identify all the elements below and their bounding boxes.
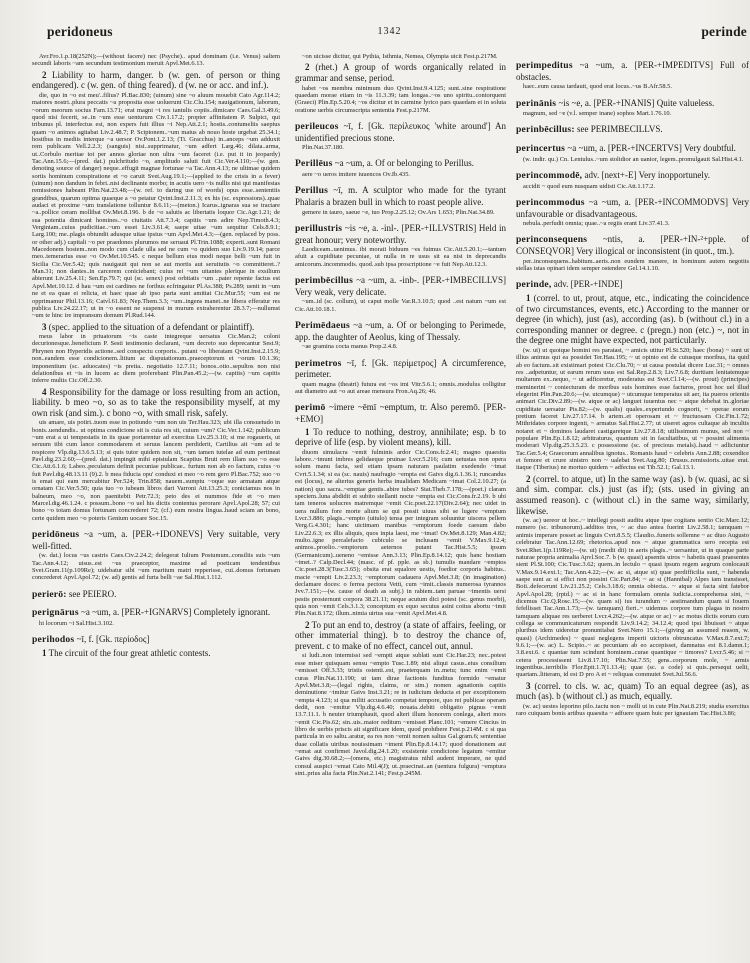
quotation-text: haec..eum causa tardauit, quod erat locus..~us B.Afr.58.5. bbox=[523, 83, 672, 91]
sense-number: 2 bbox=[42, 69, 47, 80]
sense-paragraph bbox=[295, 427, 506, 448]
quotation-text: ~um..id (sc. collum), ut caput molle Var.R.3.10.5; quod ..est natum ~um est Cic.Att.10.18.1. bbox=[295, 298, 506, 313]
sense-number: 4 bbox=[42, 386, 47, 397]
sense-text: (correl. to cls. w. ac, quam) To an equal degree (as), as much (as). b (without cl.) as much, equally. bbox=[516, 680, 749, 702]
entry-headword: perinconsequens bbox=[516, 234, 588, 246]
quotation-block bbox=[32, 53, 280, 68]
page-number: 1342 bbox=[377, 26, 402, 37]
quotation-block bbox=[516, 156, 749, 163]
sense-text: (spec. applied to the situation of a defendant or plaintiff). bbox=[48, 321, 255, 332]
quotation-text: (w. dat.) locus ~us castris Caes.Civ.2.24.2; delegerat Iulium Postumum..consiliis suis ~um Tac.Ann.4.12; uisus..est ~us praeceptor, maxime ad poeticam tendentibus Svet.Gram.11(p.109Re); uidebatur sibi ~um maritum matri repperisse, cui..domus fortunam concrederet Apvl.Apol.72; (w. ad) gentis ad furta belli ~ae Sal.Hist.1.112. bbox=[32, 552, 280, 582]
entry-details: ~a ~um, a. -inb-. [PER-+IMBECILLVS] Very weak, very delicate. bbox=[295, 275, 506, 297]
sense-text: (correl. to atque, ut) In the same way (as). b (w. quasi, ac si and sim. compar. cls.) just (as if); (sts. used in giving an assumed reason). c (without cl.) in the same way, similarly, likewise. bbox=[516, 473, 749, 516]
quotation-block bbox=[295, 449, 506, 618]
quotation-text: accidit ~ quod eum nusquam uidisti Cic.Att.1.17.2. bbox=[523, 182, 655, 190]
entry-headword: perinānis bbox=[516, 97, 557, 109]
entry-details: ~is ~e, a. [PER-+INANIS] Quite valueless. bbox=[558, 97, 715, 108]
quotation-block bbox=[295, 209, 506, 216]
entry-paragraph bbox=[295, 320, 506, 342]
entry-headword: perimpeditus bbox=[516, 60, 573, 71]
sense-number: 1 bbox=[305, 426, 310, 437]
quotation-block bbox=[516, 347, 749, 472]
quotation-block bbox=[516, 517, 749, 679]
running-head-left-word: peridoneus bbox=[47, 24, 113, 39]
entry-paragraph bbox=[295, 158, 506, 170]
quotation-block bbox=[295, 144, 506, 151]
entry-details: ~a ~um, a. [PER-+IMPEDITVS] Full of obstacles. bbox=[516, 60, 749, 82]
quotation-block bbox=[32, 552, 280, 581]
column-right bbox=[516, 53, 749, 955]
sense-paragraph bbox=[295, 62, 506, 83]
quotation-text: magnum, sed ~e (v.l. semper inane) sophos Mart.1.76.10. bbox=[523, 110, 672, 118]
quotation-text: die, quo in ~o est meu'..filius? Pl.Bac.830; (uinum) sine ~o aluum mouebit Cato Agr.114.2; maiores nostri..plura peccatis ~a proposita esse uoluerunt Cic.Clu.154; nauigationum, laborum, ~orum meorum socius Fam.13.71; erat magni ~i res tantulis copiis..dimicare Caes.Gal.3.49.6; quod nisi fecerit, se..in ~um esse uenturum Civ.1.17.2; propter affinitatem P. Sulpici, qui tribunus pl. interfectus est, non expers fuit illius ~i Nep.Att.2.1; hostis..contumeliis saepius quam ~o animos agitabat Liv.2.48.7; P. Scipionem..~um maius ab nouo hoste urgebat 25.34.1; hostibus in mediis interque ~a uersor Ov.Pont.1.2.13; (Ti. Gracchus) in..anceps ~um adduxit rem publicam Vell.2.2.3; (sanguis) nisi..supprimatur, ~um adfert Larg.46; dilata..arma, ut..Corbulo meritae tot per annos gloriae non ultra ~um faceret (i.e. put it in jeopardy) Tac.Ann.15.6;—(pred. dat.) pulchritudo ~o, amplitudo saluti fuit Cic.Ver.4.110;—(w. gen. denoting source of danger) neque..effugit magnae fortunae ~a Tac.Ann.4.13; ne ultimae quidem sortis hominum conspiratione et ~o caruit Svet.Aug.19.1;—(applied to the crisis in a fever) (uinum) non dandum in febri..nisi declinante morbo; in acutis uero ~is nullis nisi qui manifestas remissiones habeant Plin.Nat.23.48;—(w. ref. to daring use of words) opus esse..sententiis grandibus, quarum optima quaeque a ~o petatur Qvint.Inst.2.11.3; ex his (sc. expressions)..quae audaci et proxime ~um translatione tolluntur 8.6.11;—(meton.) Icarus..ignaras sua se tractare ~a..pollice ceram mollibat Ov.Met.8.196. b de ~o salutis ac libertatis loquor Cic.Agr.1.21; de sua potentia dimicant homines..~o ciuitatis Att.7.3.4; capitis ~um adire Nep.Timoth.4.3; Verginiam..cuius pudicitiae..~um esset Liv.3.61.4; saepe uitae ~um sequitur Cels.8.9.1; Larg.100; me..plagis obtundit adusque uitae ipsius ~um Apvl.Met.4.3;—(gen. replaced by poss. or other adj.) capitali ~o per praedones plurumos me seruaui Pl.Trin.1088; experti..sunt Romani Macedonem hostem..non modo cum clade ulla sed ne cum ~o quidem suo Liv.9.19.14; parce meo..temerarius esse ~o Ov.Met.10.545. c neque bellum eius modi neque belli ~um fuit in Sicilia Cic.Ver.5.42; quis nauigauit qui non se aut mortis aut seruitutis ~o committeret..? Man.31; non dantes..in carcerem coniciebant; cuius rei ~um uitantes plerique in exsilium abierunt Liv.25.4.11; Sen.Ep.79.7; qui (sc. senex) post orbitatis ~um ..pater repente factus est Apvl.Met.10.12. d hau ~um est cardines ne foribus ecfringatur Pl.As.388; Ps.289; uenit in ~um ne et ea quae ei relicta, et haec quae ab ipso parta sunt amittat Cic.Mur.55; ~um est ne opprimamur Phil.13.16; Catvl.61.83; Nep.Them.3.3; ~um..ingens manet..ne libera efferatur res publica Liv.24.22.17; ut in ~o essent ne suspensi in murum extraherentur 28.3.7;—nullumst ~um te hinc ire impransum domum Pl.Rud.144. bbox=[32, 91, 280, 320]
entry-paragraph bbox=[516, 197, 749, 219]
quotation-text: (w. ac) uereor ut hoc..~ intellegi possit auditu atque ipse cogitans sentio Cic.Marc.12; numero (sc. tribunorum)..additos tres, ~ ac duo antea fuerint Liv.2.58.1; tamquam ~ animis imperare posset ac linguis Cvrt.8.5.5; Claudio..funeris sollemne ~ ac diuo Augusto celebratur Tac.Ann.12.69; rhetorica..apud nos ~ atque grammatica sero recepta est Svet.Rhet.1(p.119Re);—(w. ut) (medii dii) in aeris plagis..~ uersantur, ut in quaque parte naturae propria animalia Apvl.Soc.7. b (w. quasi) apsentis uiros ~ habetis quasi praesentes sient Pl.St.100; Cic.Tusc.3.62; quem..in lectulo ~ quasi ipsum regem aegrum conlocauit V.Max.9.14.ext.1; Tac.Ann.4.22;—(w. ac si, atque si) quae perdifficilia sunt, ~ habenda saepe sunt ac si effici non possint Cic.Part.84; ~ ac si (Hannibal) Alpes iam transisset, Boii..defecerunt Liv.21.25.2; Cels.3.18.6; omnia obiecta.. ~ atque si facta sint fatebor Apvl.Apol.28; (rptd.) ~ ac si in hanc formulam omnia iudicia..comprehensa sint, ~ dicemus Cic.Q.Rosc.15;—(w. quam si) ius iurandum ~ aestimandum quam si Iouem fefellisset Tac.Ann.1.73;—(w. tamquam) fieri..~ uidemus corpore tum plagas in nostro tamquam aliquae res uerberet Lvcr.4.262;—(w. atque or ac) ~ ac motus dictis eorum cum collega se communicaturum respondit Liv.9.14.2; 34.12.4; quod ipsi libuisset ~ atque pluribus idem uideretur pronuntiabat Svet.Nero 15.1;—(giving an assumed reason, w. quasi) (Archimedes) ~ quasi neglegens imperii uictoris obtruncatus V.Max.8.7.ext.7; 9.6.1;—(w. ac) L. Scipio..~ ac pecuniam ab eo accepisset, damnatus est 8.1.damn.1; 3.8.ext.6. c quantae tum scindunt hominem..curae quantique ~ timores? Lvcr.5.46; si ~ cetera processissent Liv.8.17.10; Plin.Nat.7.55; gens..corporum mole, ~ armis ingentibus..terribilis Flor.Epit.1.7(1.13.4); quae (sc. a code) si quis..persequi uelit, quartam..litteram, id est D pro A et ~ reliquas commutet Svet.Jul.56.6. bbox=[516, 517, 749, 679]
quotation-block bbox=[295, 298, 506, 313]
entry-headword: perimetros bbox=[295, 357, 342, 369]
sense-number: 1 bbox=[526, 292, 531, 303]
entry-details: ~a ~um, a. [PER-+INCOMMODVS] Very unfavourable or disadvantageous. bbox=[516, 196, 749, 219]
quotation-text: si ludi..non intermissi sed ~empti atque sublati sunt Cic.Har.23; nec..potest esse miser quisquam sensu ~empto Tusc.1.89; nisi aliqui casus..eius consilium ~emisset Off.3.33; tristis ostenti..est, praeterquam in..metu; tunc enim ~emit curas Plin.Nat.11.190; ut tam dirae factionis funditus formido ~ematur Apvl.Met.3.8;—(legal rights, claims, or sim.) nomen agnationis capitis deminutione ~imitur Gaivs Inst.3.21; re in iudicium deducta et per exceptionem ~empta 4.123; si qua militi accusatio competat tempore, quo rei publicae operam dedit, non ~emitur Vlp.dig.4.6.40; nouata..debiti obligatio pignus ~emit 13.7.11.1. b neuter triumphauit, quod alteri illum honorem conlega, alteri mors ~emit Cic.Pis.62; sin..uis..maior reditum ~emisset Planc.101; ~emere Cincius in libro de uerbis priscis ait significare idem, quod prohibere Fest.p.214M. c si qua particula in eo saltu..aratur, ea res non ~emit nomen saltus Gal.gram.6; sententiae duae collatis uiribus nouissimam ~iment Plin.Ep.8.14.17; quod donationem aut ~emat aut confirmet Javol.dig.24.1.20; exsistente condicione legatum ~emitur Gaivs dig.30.68.2;—(omens, etc.) magistratus nihil audent imperare, ne quid consul auspici ~emat Cato Mil.4(J); ut..praecinat..an (uentura fulgura) ~emptura sint..prius alia facta Plin.Nat.2.141; Fest.p.245M. bbox=[295, 652, 506, 777]
entry-paragraph bbox=[295, 358, 506, 380]
quotation-block bbox=[32, 92, 280, 320]
entry-headword: perincommodus bbox=[516, 196, 585, 208]
entry-details: ~is ~e, a. -inl-. [PER-+ILLVSTRIS] Held in great honour; very noteworthy. bbox=[295, 222, 506, 245]
entry-paragraph bbox=[32, 589, 280, 601]
entry-headword: perincommodē, bbox=[516, 170, 583, 181]
entry-paragraph bbox=[295, 402, 506, 424]
sense-paragraph bbox=[32, 322, 280, 333]
quotation-text: aere ~o ueros imitere iuuencos Ov.Ib.435. bbox=[302, 171, 411, 179]
entry-paragraph bbox=[516, 143, 749, 155]
quotation-text: quam magna (theatri) futura est ~os imi Vitr.5.6.1; omnis..modulus colligitur aut diametro aut ~o aut areae mensura Fron.Aq.26; 46. bbox=[295, 380, 506, 396]
entry-paragraph bbox=[516, 170, 749, 182]
entry-headword: perincertus bbox=[516, 143, 566, 155]
quotation-block bbox=[32, 333, 280, 384]
entry-details: see PEIERO. bbox=[68, 588, 117, 599]
sense-number: 1 bbox=[42, 647, 47, 658]
entry-details: ~a ~um, a. [PER-+IGNARVS] Completely ignorant. bbox=[81, 607, 271, 618]
quotation-text: (w. ut) ut quoique homini res paratast, ~ amicis utitur Pl.St.520; haec (bona) ~ sunt ut illius animus qui ea possidet Ter.Hau.195; ~ ut opinio est de cuiusque moribus, ita quid ab eo factum..sit existimari potest Cic.Clu.70; ~ ut causa postulat dicere Luc.31; ~ omnes res ..adpetuntur, ut earum rerum usus est Sal.Rep.2.8.3; Liv.7.6.8; duritiam lenitatemque multarum ex..nequo, ~ ut adficeretur, moderatus est Svet.Cl.14;—(w. prout) (principes) meminerint ~ coniecturam de moribus suis homines esse facturos, prout hoc uel illud elegerint Plin.Pan.20.6;—(w. utcumque) ~ utcumque temperatus sit aer, ita pueros orientis animari Cic.Div.2.89;—(w. atque or ac) languet iuuentus nec ~ atque debebat in..gloriae cupiditate uersatur Pis.82;—(w. qualis) quales..experiundo cognorit, ~ operae eorum pretium faceret Liv.27.17.14. b artem..et operosam et ~ fructuosam Cic.Fin.1.72; Mithridates corpore ingenti, ~ armatus Sal.Hist.2.77; ut uiseret agros cultaque ab incultis notaret et ~ dominos laudaret castigaretque Liv.27.8.18; utilissimum munus, sed non ~ populare Plin.Ep.1.8.12; arbitraturus, quantum sit in facultatibus, ut ~ possint alimenta moderari Vlp.dig.25.3.5.23. c possessione (sc. of precious metals)..haud ~ adliciuntur Tac.Ger.5.4; Graecorum annalibus ignotus.. Romanis haud ~ celebris Ann.2.88; coxendice et femore et crure sinistro non ~ ualebat Svet.Aug.80; Drusus..remissioris..uitae erat. itaque (Tiberius) ne mortuo quidem ~ adfectus est Tib.52.1; Gal.13.1. bbox=[516, 346, 749, 472]
sense-text: To put an end to, destroy (a state of affairs, feeling, or other immaterial thing). b to destroy the chance of, prevent. c to make of no effect, cancel out, annul. bbox=[295, 619, 506, 651]
quotation-block bbox=[516, 258, 749, 273]
sense-paragraph bbox=[32, 387, 280, 419]
running-head-right-word: perinde bbox=[701, 24, 747, 39]
entry-details: ~ī, f. [Gk. περίμετρος] A circumference, perimeter. bbox=[295, 357, 506, 380]
sense-paragraph bbox=[516, 681, 749, 702]
entry-details: adv. [next+-E] Very inopportunely. bbox=[584, 170, 710, 180]
entry-paragraph bbox=[516, 234, 749, 256]
entry-headword: Perimēdaeus bbox=[295, 320, 350, 331]
quotation-text: ~on uicisse dicitur, qui Pythia, Isthmia, Nemea, Olympia uicit Fest.p.217M. bbox=[302, 53, 498, 60]
entry-paragraph bbox=[32, 529, 280, 551]
quotation-block bbox=[295, 246, 506, 268]
quotation-block bbox=[516, 183, 749, 190]
entry-details: ~ī, f. [Gk. περίλευκος 'white around'] An unidentified precious stone. bbox=[295, 120, 506, 143]
quotation-block bbox=[32, 419, 280, 522]
sense-text: Liability to harm, danger. b (w. gen. of person or thing endangered). c (w. gen. of thing feared). d (w. ne or acc. and inf.). bbox=[32, 69, 280, 91]
entry-paragraph bbox=[295, 185, 506, 207]
sense-paragraph bbox=[516, 293, 749, 346]
entry-headword: perinbēcillus: bbox=[516, 124, 575, 136]
entry-paragraph bbox=[295, 223, 506, 245]
entry-details: ~a ~um, a. Of or belonging to Perillus. bbox=[334, 158, 474, 169]
sense-text: Responsibility for the damage or loss resulting from an action, liability. b meo ~o, so as to take the responsibility myself, at my own risk (and sim.). c bono ~o, with small risk, safely. bbox=[32, 386, 280, 418]
quotation-block bbox=[295, 53, 506, 60]
sense-number: 2 bbox=[305, 62, 310, 73]
sense-paragraph bbox=[295, 620, 506, 652]
entry-paragraph bbox=[516, 124, 749, 136]
quotation-block bbox=[32, 620, 280, 627]
quotation-block bbox=[295, 343, 506, 350]
quotation-text: Avr.Fro.1.p.18(252N);—(without facere) nec (Psyche).. apud dominam (i.e. Venus) saltem secundi laboris ~am secundum testimonium meruit Apvl.Met.6.13. bbox=[32, 53, 280, 68]
entry-headword: perihodos bbox=[32, 634, 75, 646]
entry-paragraph bbox=[516, 98, 749, 110]
entry-headword: perileucos bbox=[295, 120, 339, 132]
sense-number: 2 bbox=[305, 619, 310, 630]
entry-details: ~imere ~ēmī ~emptum, tr. Also peremō. [PER-+EMO] bbox=[295, 402, 506, 424]
entry-details: ~ī, f. [Gk. περίοδος] bbox=[76, 634, 150, 645]
entry-headword: Perillus bbox=[295, 185, 329, 197]
quotation-text: Laodiceam..uenimus. ibi morati biduum ~es fuimus Cic.Att.5.20.1;—tantum afuit a cupiditate pecuniae, ut nulla in re usus sit ea nisi in deprecandis amicorum..incommodis. quod..sub ipsa proscriptione ~e fuit Nep.Att.12.3. bbox=[295, 246, 506, 268]
entry-details: ~a ~um, a. Of or belonging to Perimede, app. the daughter of Aeolus, king of Thessaly. bbox=[295, 320, 506, 342]
sense-text: (rhet.) A group of words organically related in grammar and sense, period. bbox=[295, 62, 506, 83]
entry-paragraph bbox=[516, 60, 749, 82]
quotation-block bbox=[516, 110, 749, 117]
quotation-text: hi locorum ~i Sal.Hist.3.102. bbox=[39, 619, 114, 627]
running-head bbox=[32, 24, 747, 42]
entry-paragraph bbox=[516, 279, 749, 291]
quotation-block bbox=[295, 171, 506, 178]
quotation-text: (w. ac) uestes leporino pilo..tactu non ~ molli ut in cute Plin.Nat.8.219; studia exercitus raro cuiquam bonis artibus quaesita ~ adfuere quam huic per ignauiam Tac.Hist.3.86; bbox=[516, 702, 749, 718]
entry-headword: perinde, bbox=[516, 279, 552, 291]
quotation-text: habet ~os membra minimum duo Qvint.Inst.9.4.125; sunt..sine respiratione quaedam morae etiam in ~is 11.3.39; tam longas..~os uno spiritu..contorquent (Graeci) Plin.Ep.5.20.4; ~os dicitur et in carmine lyrico pars quaedam et in soluta oratione uerbis circumscripta sententia Fest.p.217M. bbox=[295, 84, 506, 114]
entry-headword: peridōneus bbox=[32, 529, 80, 541]
entry-headword: perimbēcillus bbox=[295, 275, 354, 287]
quotation-block bbox=[295, 381, 506, 396]
quotation-text: nebula..perfudit omnia; quae..~a regiis erant Liv.37.41.3. bbox=[523, 220, 670, 228]
quotation-text: meus labor in priuatorum ~is caste integreque uersatus Cic.Man.2; coloni decurionesque..beneficium P. Sesti testimonio declarant, ~um decreto suo deprecantur Sest.9; Phrynen non Hyperidis actione..sed conspectu corporis.. putant ~o liberatam Qvint.Inst.2.15.9; non..eandem esse condicionem..litium ac disputationum..praeceptorum et ~orum 10.1.36; imponentium (sc. aduocates) ~is pretia.. negotiatio 12.7.11; bonos..otio..sepultos non nisi delationibus et ~is in lucem ac diem proferebant Plin.Pan.45.2;—(w. capitis) ~um capitis inferre multis Cic.Off.2.30. bbox=[32, 333, 280, 385]
sense-paragraph bbox=[516, 474, 749, 516]
entry-details: ~a ~um, a. [PER-+IDONEVS] Very suitable, very well-fitted. bbox=[32, 529, 280, 551]
entry-headword: perignārus bbox=[32, 607, 79, 619]
entry-details: see PERIMBECILLVS. bbox=[577, 124, 663, 135]
entry-paragraph bbox=[295, 275, 506, 297]
sense-number: 3 bbox=[526, 680, 531, 691]
quotation-block bbox=[516, 220, 749, 227]
entry-headword: perierō: bbox=[32, 588, 67, 600]
quotation-text: uis amare, uis potiri..tuom esse in potiundo ~um non uis Ter.Hau.323; ubi illa consuetudo in bonis..uendundis.. ut optima condicione sit is cuia res sit, cuium ~um? Cic.Ver.1.142; publicum ~um erat a ui tempestatis in iis quae portarentur ad exercitus Liv.25.3.10; si me rogaueris, ut seruum tibi cum lance commodarem et seruus lancem perdiderit, Cartilius ait ~um ad te respicere Vlp.dig.13.6.5.13; si quis tutor quidem non sit, ~um tamen tutelae ad eum pertineat Pavl.dig.23.2.60;—(pred. dat.) impingit mihi epistulam Scaptius Bruti rem illam suo ~o esse Cic.Att.6.1.6; Labeo..peculatum definit pecuniae publicae.. furtum non ab eo factum, cuius ~o fuit Pavl.dig.48.13.11 (9).2. b mea fiducia opu' conduxi et meo ~o rem gero Pl.Bac.752; suo ~o is emat qui eam mercabitur Per.524; Trin.858; nauem..sumptu ~oque suo armatam atque ornatam Cic.Ver.5.50; quia tuo ~o iubeam libros dari Varroni Att.13.25.3; coniciamus nos in balneum, meo ~o, non paenitebit Petr.72.3; peto des ei nummos fide et ~o meo Marcel.dig.46.1.24. c possum..bono ~o uel his dictis contentus perorare Apvl.Apol.28; 57; cui bono ~o totam domus fortunam concrederet 72; (cf.) eum nostra lingua..haud sciam an bono, certe quidem meo ~o poteris Genium uocare Soc.15. bbox=[32, 419, 280, 522]
entry-paragraph bbox=[32, 634, 280, 646]
quotation-block bbox=[295, 652, 506, 777]
sense-text: The circuit of the four great athletic contests. bbox=[48, 647, 211, 658]
quotation-block bbox=[516, 83, 749, 90]
quotation-text: diuom simulacra ~emit fulminis ardor Cic.Cons.fr.2.41; magno quaesita labore..~imunt imbres gelidaeque pruinae Lvcr.5.216; cum uetustas non opera solum manu facta, sed etiam ipsam naturam paulatim exedendo ~imat Cvrt.5.1.34; si ea (sc. nauis) naufragio ~empta est Gaivs dig.6.1.36.1; runcandus est (locus), ne alterius generis herba inualidam Medicam ~imat Col.2.10.27; (a nation) quo sacra..~emptae gentis..abire iubes? Stat.Theb.7.178;—(poet.) claram speciem..luna abdidit et subito stellanti nocte ~empta est Cic.Cons.fr.2.19. b ubi tam teneros uolucres matremque ~emit Cic.poet.22.17(Div.2.64); nec uidet in uera nullum fore morte alium se qui possit uiuus sibi se lugere ~emptum Lvcr.3.886; plagis..~empto (uitulo) tensa per integram soluuntur uiscera pellem Verg.G.4.301; hanc uictimam manibus ~emptorum foede caesum dabo Liv.22.6.3; ex illis aliquis, quos inpia laesi, me ~imat! Ov.Met.8.129; Man.4.82; multo..igne percalefacto cubiculo se inclusam ~emit V.Max.9.12.4; animos..proelio..~emptorum aeternos putant Tac.Hist.5.5; ipsum (Germanicum)..ueneno ~emisse Ann.3.13; Plin.Ep.8.14.12; quis hanc hostiam ~imet..? Calp.Decl.44; (masc. of pf. pple. as sb.) tumulis mandare ~emptos Cic.poet.28.3(Tusc.3.65); obsita erat squalore uestis, foedior corporis habitus.. macie ~empti Liv.2.23.3; ~emptorum cadauera Apvl.Met.3.8; (in imagination) declamare doces: o ferrea pectora Vetti, cum ~imit..classis numerosa tyrannos Jvv.7.151;—(w. cause of death as subj.) in rabiem..tam paruae ~imentis uersi pestis prosternunt corpora 38.21.11; neque acutum dici potest (sc. genus morbi), quia non ~emit Cels.3.1.3; conceptum ex equo secutus asini coitus abortu ~imit Plin.Nat.8.172; illum..nimia uirtus sua ~emit Apvl.Met.4.8. bbox=[295, 448, 506, 618]
quotation-text: ~ae gramina cocta manus Prop.2.4.8. bbox=[302, 343, 398, 351]
entry-details: adv. [PER-+INDE] bbox=[553, 279, 623, 290]
quotation-text: gemere in tauro, saeue ~e, tuo Prop.2.25.12; Ov.Ars 1.653; Plin.Nat.34.89. bbox=[302, 208, 495, 216]
entry-headword: perillustris bbox=[295, 222, 343, 234]
column-middle bbox=[295, 53, 506, 955]
sense-number: 3 bbox=[42, 321, 47, 332]
quotation-text: per..inconsequens..habitum..aeris..non eundem manere, in hominum autem negotiis stellas istas opinari idem semper ostendere Gel.14.1.10. bbox=[516, 257, 749, 272]
sense-number: 2 bbox=[526, 473, 531, 484]
sense-text: To reduce to nothing, destroy, annihilate; esp. b to deprive of life (esp. by violent means), kill. bbox=[295, 426, 506, 448]
quotation-text: Plin.Nat.37.180. bbox=[302, 144, 344, 152]
entry-details: ~ntis, a. [PER-+IN-²+pple. of CONSEQVOR] Very illogical or inconsistent (in quot., tm.). bbox=[516, 234, 749, 257]
entry-details: ~a ~um, a. [PER-+INCERTVS] Very doubtful. bbox=[567, 143, 736, 154]
quotation-block bbox=[516, 703, 749, 718]
entry-headword: perimō bbox=[295, 402, 326, 414]
sense-paragraph bbox=[32, 648, 280, 659]
sense-text: (correl. to ut, prout, atque, etc., indicating the coincidence of two circumstances, events, etc.) According to the manner or degree (in which), just (as), according (as). b (without cl.) in a corresponding manner or degree. c (pregn.) non (etc.) ~, not in the degree one might have expected, not particularly. bbox=[516, 292, 749, 346]
text-columns bbox=[32, 53, 749, 955]
column-left bbox=[32, 53, 280, 955]
quotation-block bbox=[295, 85, 506, 114]
entry-headword: Perillēus bbox=[295, 158, 333, 170]
sense-paragraph bbox=[32, 70, 280, 91]
entry-paragraph bbox=[295, 121, 506, 143]
quotation-text: (w. indir. qu.) Cn. Lentulus..~um stolidior an uanior, legem..promulgauit Sal.Hist.4.1. bbox=[523, 155, 744, 163]
entry-details: ~ī, m. A sculptor who made for the tyrant Phalaris a brazen bull in which to roast people alive. bbox=[295, 185, 506, 207]
entry-paragraph bbox=[32, 607, 280, 619]
